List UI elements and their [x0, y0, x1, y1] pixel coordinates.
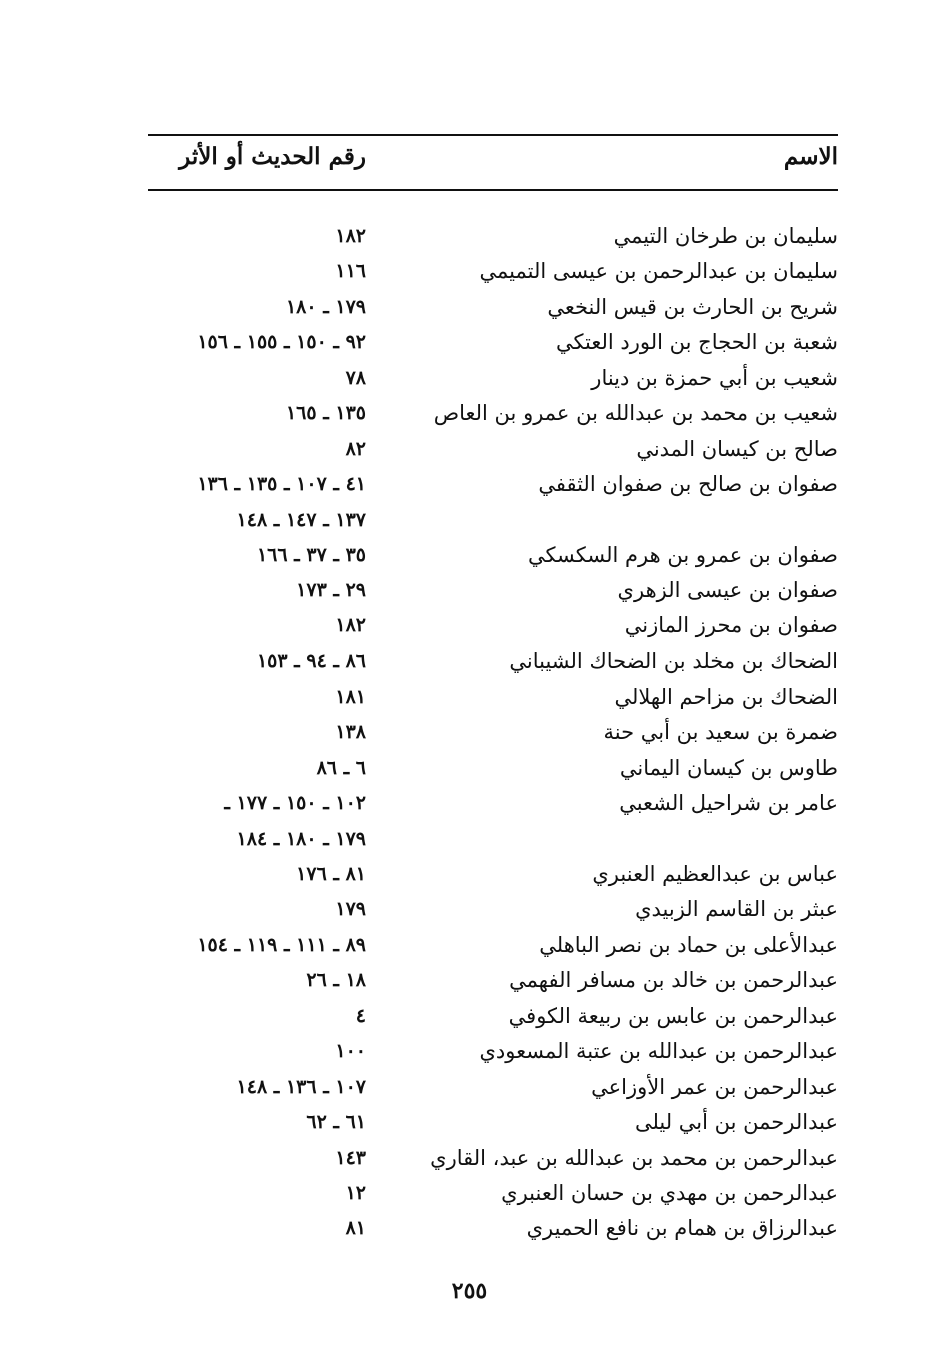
table-row	[0, 929, 939, 964]
table-row	[0, 1177, 939, 1212]
hadith-reference-numbers: ٨١ ـ ١٧٦	[296, 863, 366, 885]
table-row	[0, 893, 939, 928]
narrator-name: عامر بن شراحيل الشعبي	[619, 791, 838, 815]
table-row	[0, 681, 939, 716]
hadith-reference-numbers: ١٧٩ ـ ١٨٠ ـ ١٨٤	[236, 828, 366, 850]
table-row	[0, 1142, 939, 1177]
narrator-name: عبدالرزاق بن همام بن نافع الحميري	[526, 1216, 838, 1240]
table-row	[0, 716, 939, 751]
hadith-reference-numbers: ١٧٩	[335, 898, 366, 920]
table-row	[0, 1071, 939, 1106]
narrator-name: صفوان بن محرز المازني	[624, 613, 838, 637]
table-row	[0, 220, 939, 255]
hadith-reference-numbers: ١٠٢ ـ ١٥٠ ـ ١٧٧ ـ	[224, 792, 366, 814]
narrator-name: صفوان بن عمرو بن هرم السكسكي	[527, 543, 838, 567]
narrator-name: الضحاك بن مزاحم الهلالي	[614, 685, 838, 709]
narrator-name: عبدالرحمن بن مهدي بن حسان العنبري	[501, 1181, 838, 1205]
hadith-reference-numbers: ٨٩ ـ ١١١ ـ ١١٩ ـ ١٥٤	[197, 934, 366, 956]
table-row	[0, 645, 939, 680]
hadith-reference-numbers: ٦١ ـ ٦٢	[306, 1111, 366, 1133]
table-row	[0, 752, 939, 787]
narrator-name: شعبة بن الحجاج بن الورد العتكي	[555, 330, 838, 354]
narrator-name: شعيب بن أبي حمزة بن دينار	[591, 366, 838, 390]
hadith-reference-numbers: ٣٥ ـ ٣٧ ـ ١٦٦	[256, 544, 366, 566]
narrator-name: ضمرة بن سعيد بن أبي حنة	[603, 720, 838, 744]
column-header-name: الاسم	[783, 143, 838, 170]
table-row	[0, 468, 939, 503]
hadith-reference-numbers: ١٨ ـ ٢٦	[306, 969, 366, 991]
narrator-name: طاوس بن كيسان اليماني	[619, 756, 838, 780]
hadith-reference-numbers: ٤	[355, 1005, 366, 1027]
header-top-rule	[148, 134, 838, 136]
hadith-reference-numbers: ٨١	[345, 1217, 366, 1239]
hadith-reference-numbers: ١٤٣	[335, 1147, 366, 1169]
narrator-name: عبثر بن القاسم الزبيدي	[635, 897, 838, 921]
hadith-reference-numbers: ٦ ـ ٨٦	[316, 757, 366, 779]
hadith-reference-numbers: ٨٢	[345, 438, 366, 460]
hadith-reference-numbers: ٤١ ـ ١٠٧ ـ ١٣٥ ـ ١٣٦	[197, 473, 366, 495]
hadith-reference-numbers: ١٣٨	[335, 721, 366, 743]
table-row	[0, 504, 939, 539]
hadith-reference-numbers: ١٨٢	[335, 614, 366, 636]
table-row	[0, 1106, 939, 1141]
table-row	[0, 1000, 939, 1035]
narrator-name: شعيب بن محمد بن عبدالله بن عمرو بن العاص	[433, 401, 838, 425]
page-number: ٢٥٥	[451, 1278, 488, 1304]
narrator-name: سليمان بن عبدالرحمن بن عيسى التميمي	[479, 259, 838, 283]
table-row	[0, 362, 939, 397]
hadith-reference-numbers: ٧٨	[345, 367, 366, 389]
table-row	[0, 858, 939, 893]
table-row	[0, 539, 939, 574]
hadith-reference-numbers: ٢٩ ـ ١٧٣	[296, 579, 366, 601]
column-header-reference: رقم الحديث أو الأثر	[179, 143, 366, 170]
table-row	[0, 1035, 939, 1070]
hadith-reference-numbers: ١١٦	[335, 260, 366, 282]
table-row	[0, 433, 939, 468]
table-row	[0, 255, 939, 290]
narrator-name: عبدالرحمن بن عابس بن ربيعة الكوفي	[508, 1004, 838, 1028]
hadith-reference-numbers: ١٠٧ ـ ١٣٦ ـ ١٤٨	[236, 1076, 366, 1098]
hadith-reference-numbers: ٨٦ ـ ٩٤ ـ ١٥٣	[256, 650, 366, 672]
narrator-name: عبدالرحمن بن خالد بن مسافر الفهمي	[509, 968, 838, 992]
narrator-name: عبدالرحمن بن أبي ليلى	[634, 1110, 838, 1134]
narrator-name: صفوان بن عيسى الزهري	[617, 578, 838, 602]
narrator-name: صالح بن كيسان المدني	[636, 437, 838, 461]
narrator-name: عباس بن عبدالعظيم العنبري	[592, 862, 838, 886]
hadith-reference-numbers: ١٧٩ ـ ١٨٠	[285, 296, 366, 318]
narrator-name: عبدالرحمن بن عبدالله بن عتبة المسعودي	[479, 1039, 838, 1063]
narrator-name: عبدالرحمن بن محمد بن عبدالله بن عبد، القاري	[430, 1146, 838, 1170]
hadith-reference-numbers: ١٨١	[335, 686, 366, 708]
table-row	[0, 964, 939, 999]
narrator-name: عبدالرحمن بن عمر الأوزاعي	[591, 1075, 838, 1099]
table-row	[0, 823, 939, 858]
table-row	[0, 397, 939, 432]
hadith-reference-numbers: ١٨٢	[335, 225, 366, 247]
table-row	[0, 787, 939, 822]
table-row	[0, 1212, 939, 1247]
narrator-name: شريح بن الحارث بن قيس النخعي	[547, 295, 838, 319]
table-row	[0, 291, 939, 326]
hadith-reference-numbers: ١٣٧ ـ ١٤٧ ـ ١٤٨	[236, 509, 366, 531]
hadith-reference-numbers: ٩٢ ـ ١٥٠ ـ ١٥٥ ـ ١٥٦	[197, 331, 366, 353]
narrator-name: صفوان بن صالح بن صفوان الثقفي	[538, 472, 838, 496]
hadith-reference-numbers: ١٠٠	[335, 1040, 366, 1062]
narrator-name: الضحاك بن مخلد بن الضحاك الشيباني	[509, 649, 838, 673]
narrator-name: عبدالأعلى بن حماد بن نصر الباهلي	[539, 933, 838, 957]
table-row	[0, 574, 939, 609]
narrator-name: سليمان بن طرخان التيمي	[613, 224, 838, 248]
hadith-reference-numbers: ١٢	[345, 1182, 366, 1204]
table-row	[0, 609, 939, 644]
table-row	[0, 326, 939, 361]
hadith-reference-numbers: ١٣٥ ـ ١٦٥	[285, 402, 366, 424]
header-bottom-rule	[148, 189, 838, 191]
